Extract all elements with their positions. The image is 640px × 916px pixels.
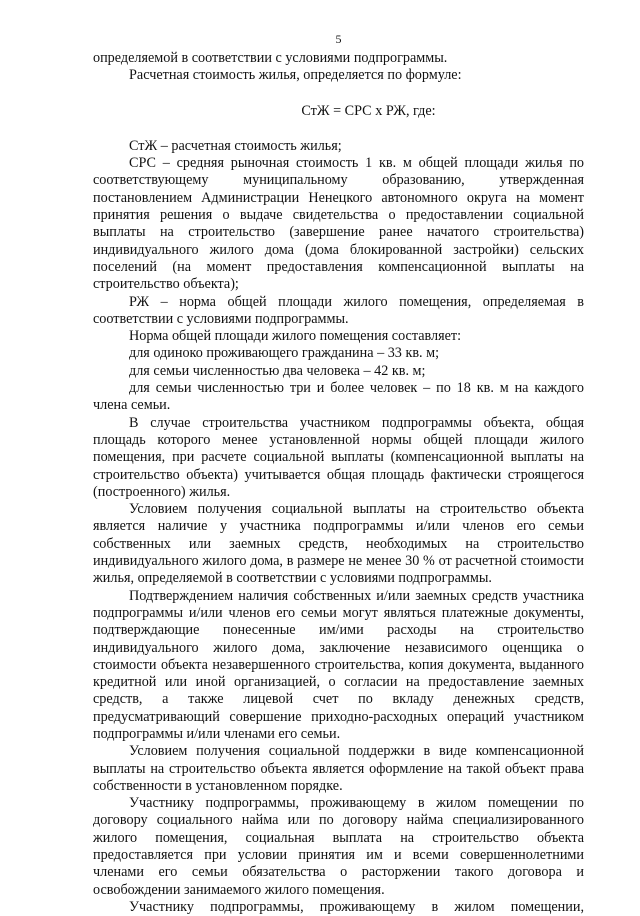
list-item-three-plus: для семьи численностью три и более человек – по 18 кв. м на каждого члена семьи. [93, 380, 584, 414]
paragraph-funds-confirmation: Подтверждением наличия собственных и/или заемных средств участника подпрограммы и/или членов его семьи могут являться платежные документы, подтверждающие понесенные им/ими расходы на строительство индивидуального жилого дома, заключение независимого оценщика о стоимости объекта незавершенного строительства, копия документа, выданного кредитной или иной организацией, о согласии на предоставление заемных средств, а также лицевой счет по вкладу денежных средств, предусматривающий совершение приходно-расходных операций участником подпрограммы и/или членами его семьи. [93, 587, 584, 742]
paragraph-own-funds-condition: Условием получения социальной выплаты на строительство объекта является наличие у участника подпрограммы и/или членов его семьи собственных или заемных средств, необходимых на строительство индивидуального жилого дома, в размере не менее 30 % от расчетной стоимости жилья, определяемой в соответствии с условиями подпрограммы. [93, 501, 584, 587]
formula: СтЖ = СРС х РЖ, где: [301, 102, 436, 119]
paragraph-src-definition: СРС – средняя рыночная стоимость 1 кв. м общей площади жилья по соответствующему муниципальному образованию, утвержденная постановлением Администрации Ненецкого автономного округа на момент принятия решения о выдаче свидетельства о предоставлении социальной выплаты на строительство (завершение ранее начатого строительства) индивидуального жилого дома (дома блокированной застройки) сельских поселений (на момент предоставления компенсационной выплаты на строительство объекта); [93, 155, 584, 293]
paragraph-smaller-area: В случае строительства участником подпрограммы объекта, общая площадь которого менее установленной нормы общей площади жилого помещения, при расчете социальной выплаты (компенсационной выплаты на строительство объекта) учитывается общая площадь фактически строящегося (построенного) жилья. [93, 414, 584, 500]
paragraph-stzh-definition: СтЖ – расчетная стоимость жилья; [129, 137, 342, 154]
paragraph-rzh-definition: РЖ – норма общей площади жилого помещения, определяемая в соответствии с условиями подпрограммы. [93, 293, 584, 327]
paragraph-compensation-condition: Условием получения социальной поддержки в виде компенсационной выплаты на строительство объекта является оформление на такой объект права собственности в установленном порядке. [93, 743, 584, 794]
paragraph-norm-intro: Норма общей площади жилого помещения составляет: [129, 328, 462, 345]
page-number: 5 [335, 32, 342, 46]
list-item-single: для одиноко проживающего гражданина – 33 кв. м; [129, 345, 440, 362]
paragraph-formula-intro: Расчетная стоимость жилья, определяется по формуле: [129, 67, 462, 84]
paragraph-continuation: определяемой в соответствии с условиями подпрограммы. [93, 50, 448, 66]
paragraph-last-line: Участнику подпрограммы, проживающему в жилом помещении, [129, 898, 584, 915]
list-item-two-persons: для семьи численностью два человека – 42 кв. м; [129, 362, 426, 379]
paragraph-social-rent: Участнику подпрограммы, проживающему в жилом помещении по договору социального найма или по договору найма специализированного жилого помещения, социальная выплата на строительство объекта предоставляется при условии принятия им и всеми совершеннолетними членами его семьи обязательства о расторжении такого договора и освобождении занимаемого жилого помещения. [93, 795, 584, 898]
